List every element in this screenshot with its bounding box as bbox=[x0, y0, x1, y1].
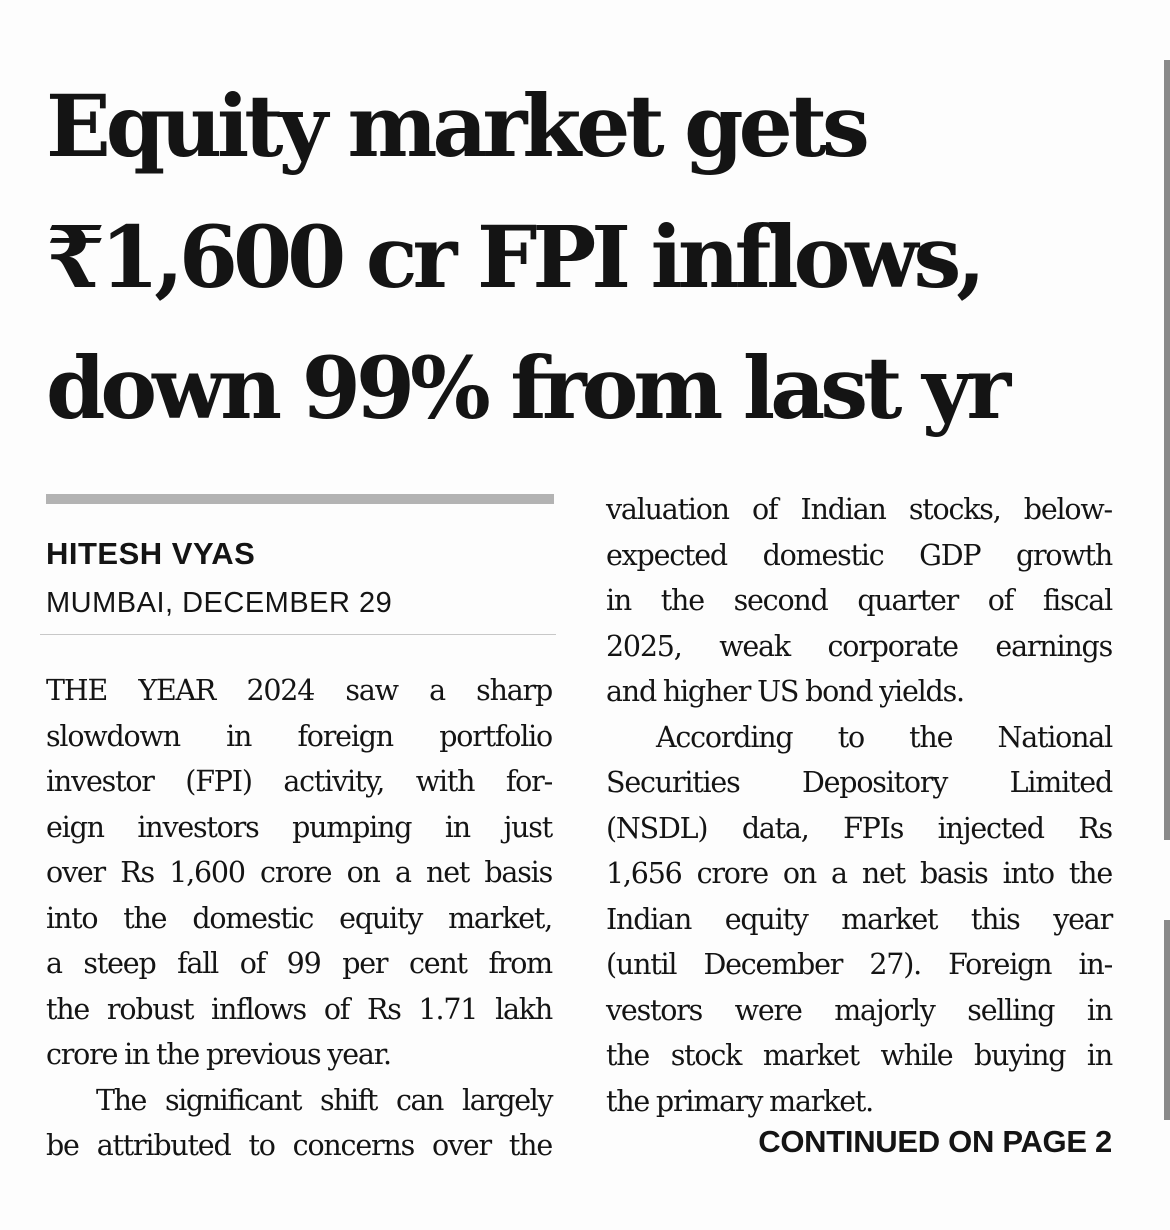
text-line: 2025, weak corporate earnings bbox=[606, 629, 1112, 663]
text-line: into the domestic equity market, bbox=[46, 901, 552, 935]
continued-on-page-link: CONTINUED ON PAGE 2 bbox=[758, 1124, 1112, 1159]
headline-line: ₹1,600 cr FPI inflows, bbox=[46, 208, 981, 308]
text-line: investor (FPI) activity, with for- bbox=[46, 765, 552, 798]
headline bbox=[46, 62, 1156, 455]
byline-divider bbox=[40, 634, 556, 635]
byline-rule bbox=[46, 494, 554, 504]
text-line: over Rs 1,600 crore on a net basis bbox=[46, 856, 552, 889]
text-line: expected domestic GDP growth bbox=[606, 538, 1112, 572]
dateline: MUMBAI, DECEMBER 29 bbox=[46, 587, 393, 619]
headline-line: Equity market gets bbox=[46, 77, 865, 177]
page-edge-mark bbox=[1164, 920, 1170, 1120]
text-line: The significant shift can largely bbox=[96, 1083, 552, 1117]
text-line: in the second quarter of fiscal bbox=[606, 584, 1112, 617]
text-line: 1,656 crore on a net basis into the bbox=[606, 857, 1112, 890]
text-line: Securities Depository Limited bbox=[606, 766, 1112, 799]
text-line: (until December 27). Foreign in- bbox=[606, 948, 1112, 981]
text-line: vestors were majorly selling in bbox=[606, 993, 1112, 1027]
text-line: a steep fall of 99 per cent from bbox=[46, 947, 552, 980]
text-line: crore in the previous year. bbox=[46, 1038, 391, 1071]
text-line: valuation of Indian stocks, below- bbox=[606, 493, 1112, 526]
text-line: THE YEAR 2024 saw a sharp bbox=[46, 674, 552, 707]
article-column-left bbox=[46, 668, 552, 1169]
text-line: the stock market while buying in bbox=[606, 1039, 1112, 1072]
headline-line: down 99% from last yr bbox=[46, 339, 1007, 439]
article-column-right bbox=[606, 487, 1112, 1124]
text-line: be attributed to concerns over the bbox=[46, 1129, 552, 1162]
text-line: According to the National bbox=[656, 720, 1112, 754]
text-line: the robust inflows of Rs 1.71 lakh bbox=[46, 992, 552, 1026]
author-name: HITESH VYAS bbox=[46, 536, 256, 571]
text-line: (NSDL) data, FPIs injected Rs bbox=[606, 811, 1112, 845]
text-line: and higher US bond yields. bbox=[606, 675, 964, 708]
text-line: slowdown in foreign portfolio bbox=[46, 719, 552, 753]
text-line: Indian equity market this year bbox=[606, 902, 1112, 936]
page-edge-mark bbox=[1164, 60, 1170, 840]
text-line: eign investors pumping in just bbox=[46, 810, 552, 844]
text-line: the primary market. bbox=[606, 1084, 874, 1118]
